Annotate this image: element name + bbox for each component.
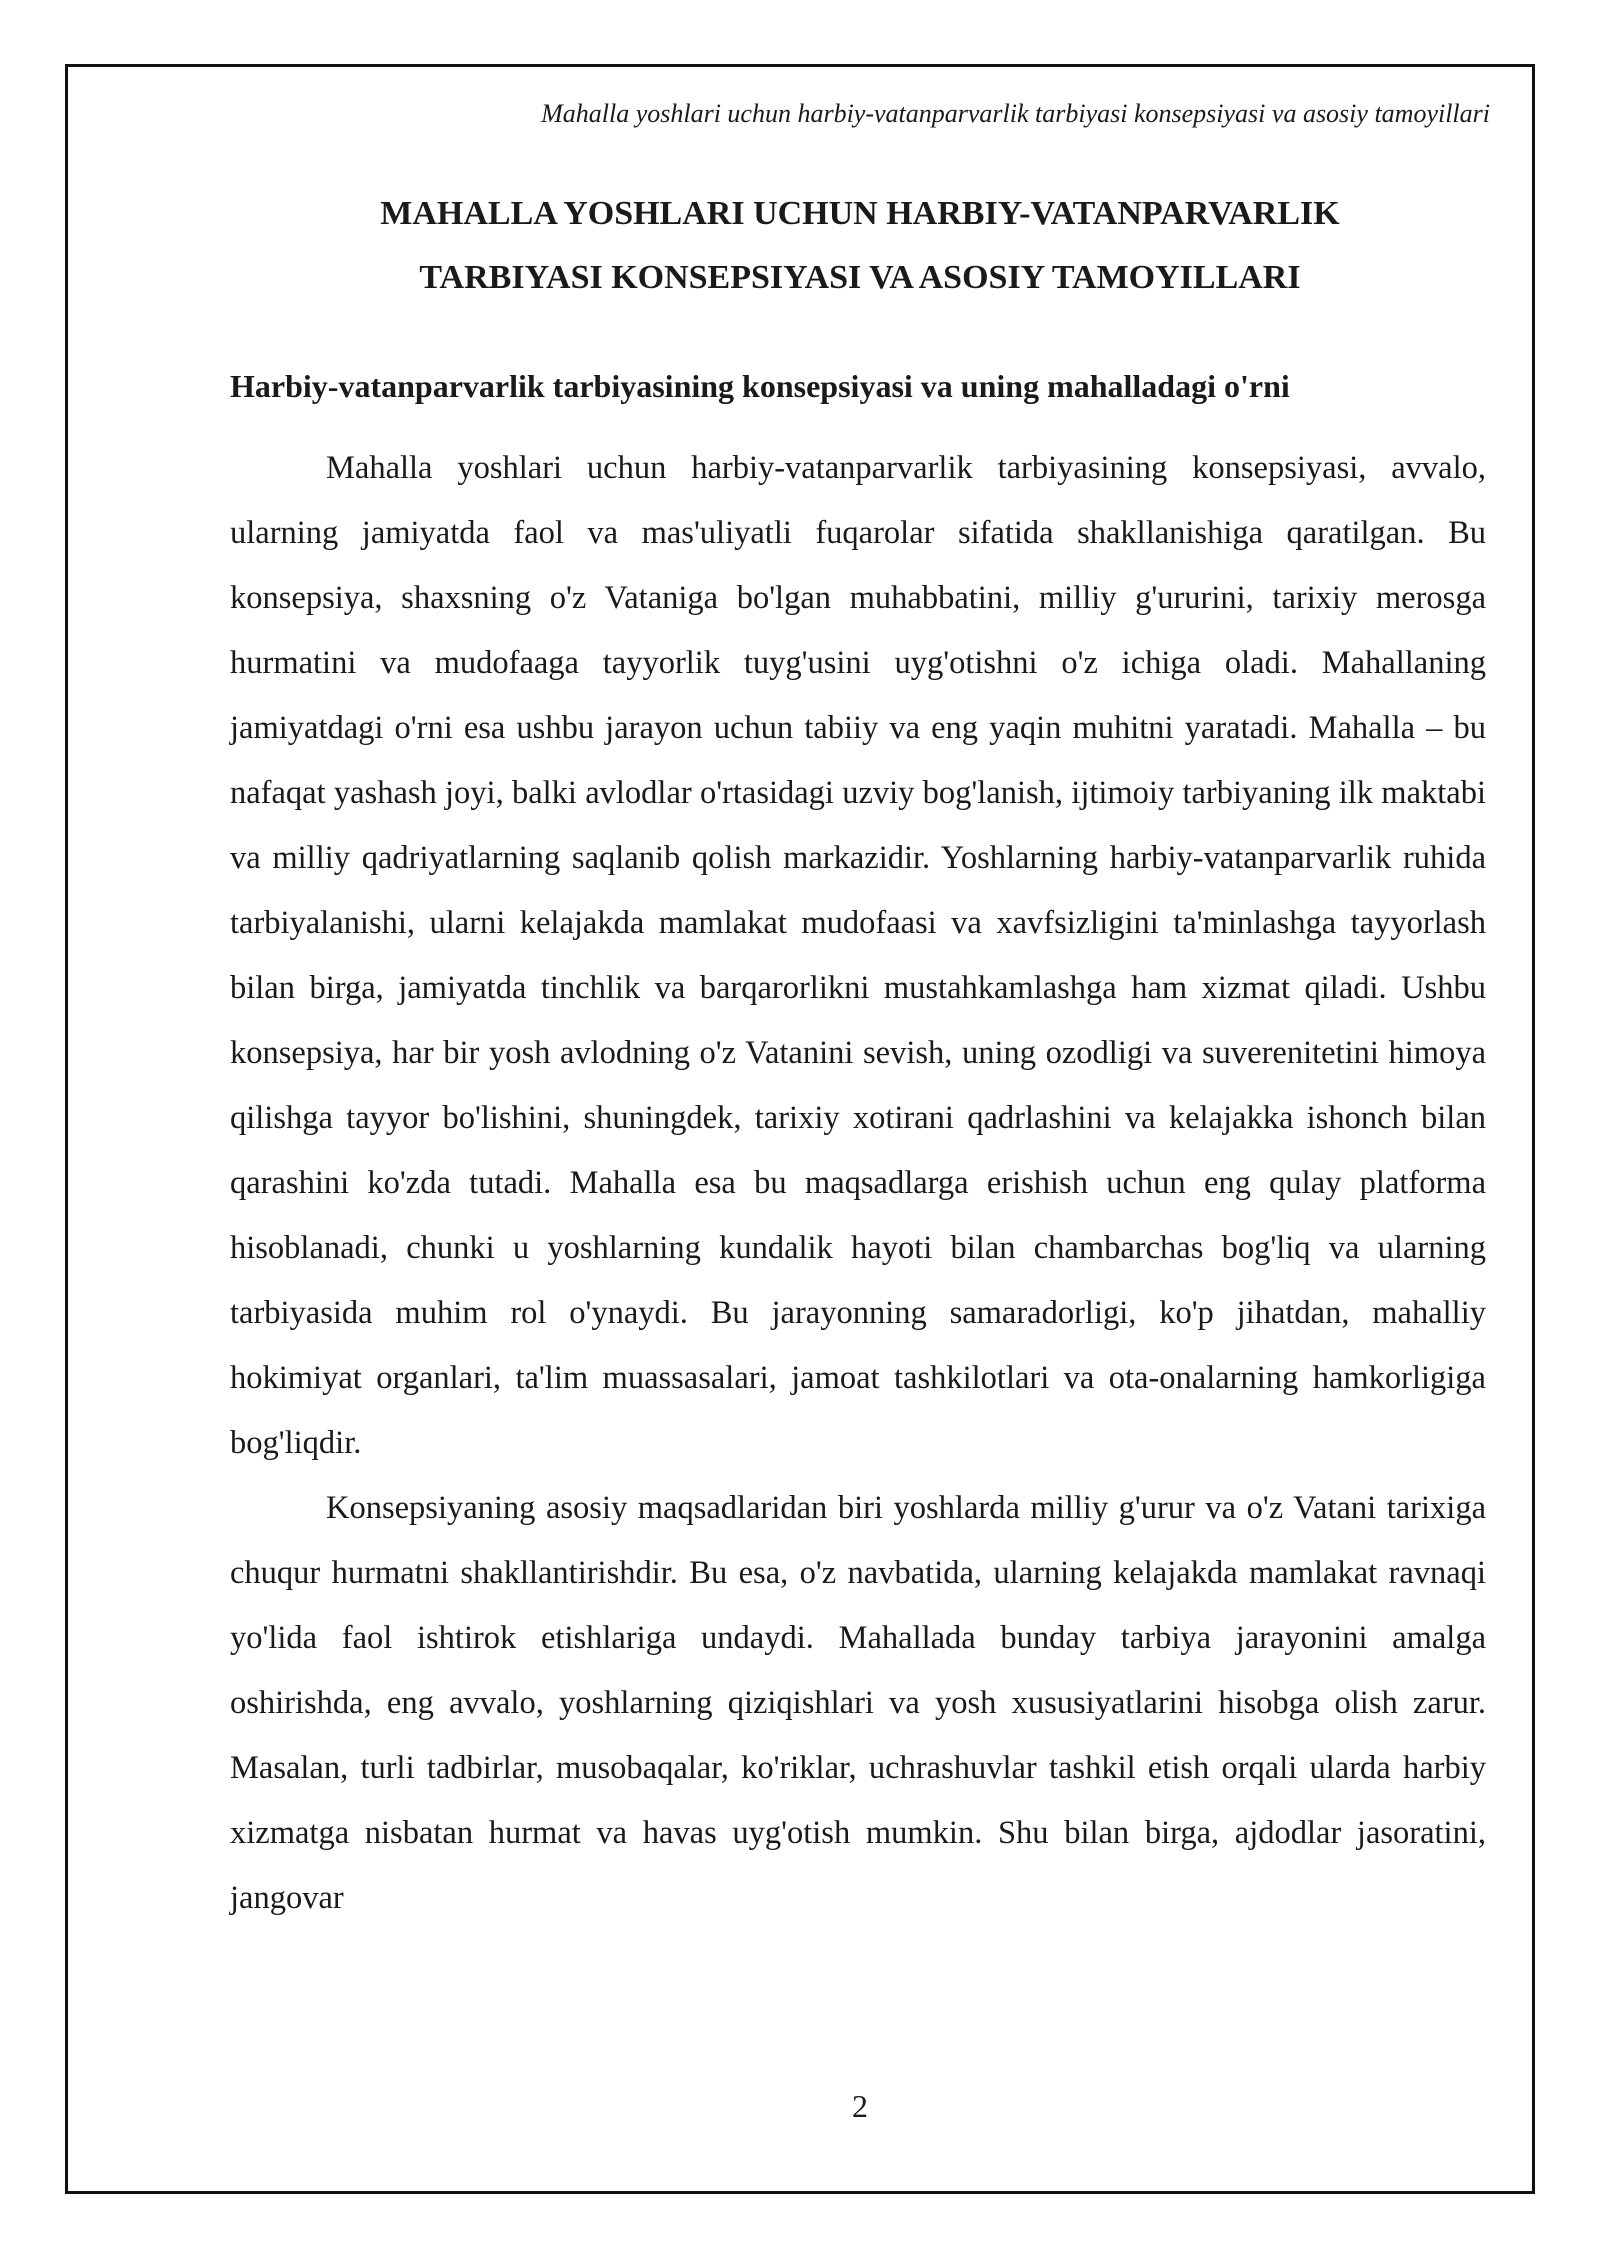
document-title-line-2: TARBIYASI KONSEPSIYASI VA ASOSIY TAMOYILLARI xyxy=(419,259,1301,296)
running-header: Mahalla yoshlari uchun harbiy-vatanparvarlik tarbiyasi konsepsiyasi va asosiy tamoyillari xyxy=(541,99,1490,128)
body-text xyxy=(230,436,1486,1931)
document-title-line-1: MAHALLA YOSHLARI UCHUN HARBIY-VATANPARVARLIK xyxy=(380,195,1340,232)
section-heading: Harbiy-vatanparvarlik tarbiyasining konsepsiyasi va uning mahalladagi o'rni xyxy=(230,368,1290,404)
document-title xyxy=(230,182,1490,310)
page-number: 2 xyxy=(852,2088,868,2124)
paragraph-1: Mahalla yoshlari uchun harbiy-vatanparvarlik tarbiyasining konsepsiyasi, avvalo, ularning jamiyatda faol va mas'uliyatli fuqarolar sifatida shakllanishiga qaratilgan. Bu konsepsiya, shaxsning o'z Vataniga bo'lgan muhabbatini, milliy g'ururini, tarixiy merosga hurmatini va mudofaaga tayyorlik tuyg'usini uyg'otishni o'z ichiga oladi. Mahallaning jamiyatdagi o'rni esa ushbu jarayon uchun tabiiy va eng yaqin muhitni yaratadi. Mahalla – bu nafaqat yashash joyi, balki avlodlar o'rtasidagi uzviy bog'lanish, ijtimoiy tarbiyaning ilk maktabi va milliy qadriyatlarning saqlanib qolish markazidir. Yoshlarning harbiy-vatanparvarlik ruhida tarbiyalanishi, ularni kelajakda mamlakat mudofaasi va xavfsizligini ta'minlashga tayyorlash bilan birga, jamiyatda tinchlik va barqarorlikni mustahkamlashga ham xizmat qiladi. Ushbu konsepsiya, har bir yosh avlodning o'z Vatanini sevish, uning ozodligi va suverenitetini himoya qilishga tayyor bo'lishini, shuningdek, tarixiy xotirani qadrlashini va kelajakka ishonch bilan qarashini ko'zda tutadi. Mahalla esa bu maqsadlarga erishish uchun eng qulay platforma hisoblanadi, chunki u yoshlarning kundalik hayoti bilan chambarchas bog'liq va ularning tarbiyasida muhim rol o'ynaydi. Bu jarayonning samaradorligi, ko'p jihatdan, mahalliy hokimiyat organlari, ta'lim muassasalari, jamoat tashkilotlari va ota-onalarning hamkorligiga bog'liqdir. xyxy=(230,450,1486,1461)
paragraph-2: Konsepsiyaning asosiy maqsadlaridan biri yoshlarda milliy g'urur va o'z Vatani tarixiga chuqur hurmatni shakllantirishdir. Bu esa, o'z navbatida, ularning kelajakda mamlakat ravnaqi yo'lida faol ishtirok etishlariga undaydi. Mahallada bunday tarbiya jarayonini amalga oshirishda, eng avvalo, yoshlarning qiziqishlari va yosh xususiyatlarini hisobga olish zarur. Masalan, turli tadbirlar, musobaqalar, ko'riklar, uchrashuvlar tashkil etish orqali ularda harbiy xizmatga nisbatan hurmat va havas uyg'otish mumkin. Shu bilan birga, ajdodlar jasoratini, jangovar xyxy=(230,1490,1486,1916)
